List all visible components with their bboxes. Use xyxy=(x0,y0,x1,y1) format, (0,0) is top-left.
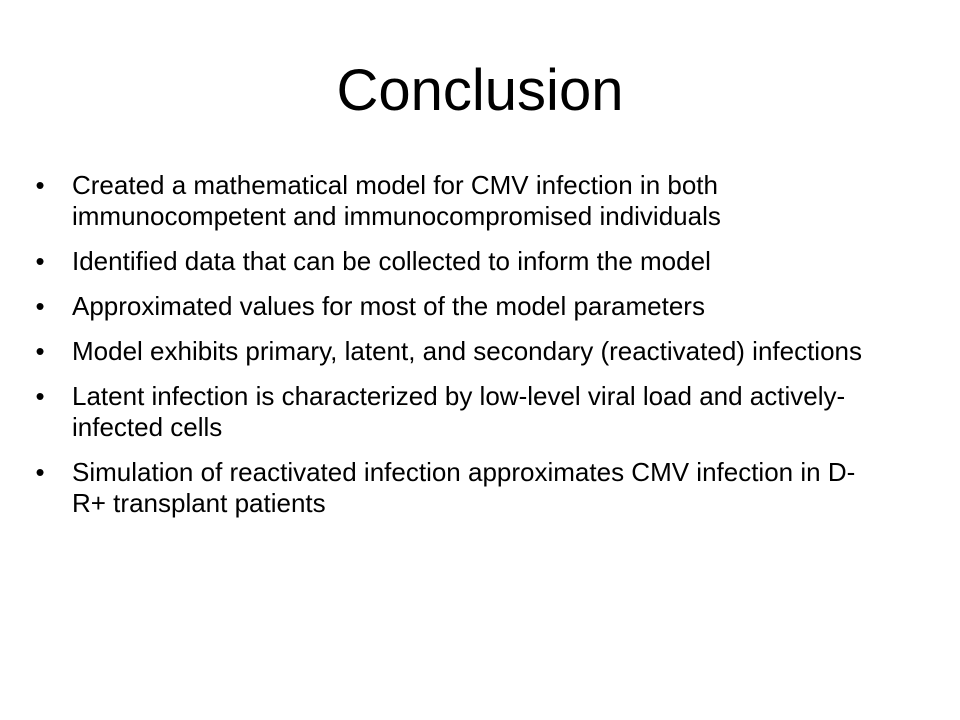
bullet-marker: • xyxy=(35,381,45,411)
bullet-marker: • xyxy=(35,291,45,321)
bullet-text: Created a mathematical model for CMV infection in both immunocompetent and immunocompromised individuals xyxy=(72,170,721,231)
bullet-text: Simulation of reactivated infection approximates CMV infection in D-R+ transplant patients xyxy=(72,457,856,518)
bullet-list xyxy=(35,170,872,533)
bullet-marker: • xyxy=(35,336,45,366)
bullet-text: Model exhibits primary, latent, and secondary (reactivated) infections xyxy=(72,336,863,366)
bullet-item xyxy=(35,381,872,443)
bullet-item xyxy=(35,336,872,367)
bullet-marker: • xyxy=(35,457,45,487)
slide-title: Conclusion xyxy=(336,58,624,123)
bullet-item xyxy=(35,457,872,519)
bullet-marker: • xyxy=(35,246,45,276)
bullet-item xyxy=(35,291,872,322)
bullet-item xyxy=(35,170,872,232)
bullet-text: Latent infection is characterized by low-level viral load and actively-infected cells xyxy=(72,381,846,442)
bullet-marker: • xyxy=(35,170,45,200)
bullet-item xyxy=(35,246,872,277)
bullet-text: Identified data that can be collected to inform the model xyxy=(72,246,711,276)
bullet-text: Approximated values for most of the model parameters xyxy=(72,291,705,321)
